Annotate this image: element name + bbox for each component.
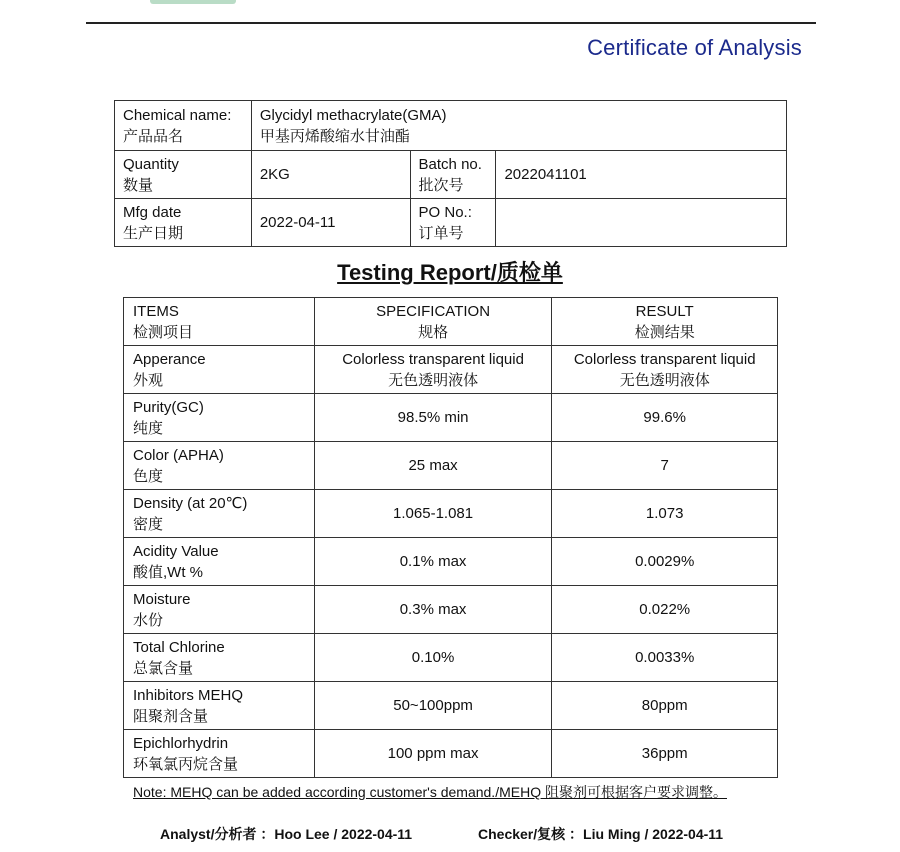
spec-cell: 0.3% max [314, 586, 552, 634]
result-cell: 80ppm [552, 682, 778, 730]
result-cell: 1.073 [552, 490, 778, 538]
header-divider [86, 22, 816, 24]
result-cell: 0.022% [552, 586, 778, 634]
table-row [124, 730, 778, 778]
header-result: RESULT 检测结果 [552, 298, 778, 346]
report-note: Note: MEHQ can be added according customer's demand./MEHQ 阻聚剂可根据客户要求调整。 [133, 784, 727, 800]
spec-cell: 25 max [314, 442, 552, 490]
table-row [124, 394, 778, 442]
quantity-label: Quantity 数量 [115, 151, 252, 199]
spec-cell: Colorless transparent liquid 无色透明液体 [314, 346, 552, 394]
mfg-date-label: Mfg date 生产日期 [115, 199, 252, 247]
table-row [124, 634, 778, 682]
mfg-date-value: 2022-04-11 [251, 199, 410, 247]
item-cell: Epichlorhydrin 环氧氯丙烷含量 [124, 730, 315, 778]
info-row-chemical [115, 101, 787, 151]
table-row [124, 682, 778, 730]
result-cell: 7 [552, 442, 778, 490]
item-cell: Moisture 水份 [124, 586, 315, 634]
result-cell: 99.6% [552, 394, 778, 442]
info-row-quantity [115, 151, 787, 199]
spec-cell: 0.10% [314, 634, 552, 682]
header-items: ITEMS 检测项目 [124, 298, 315, 346]
item-cell: Density (at 20℃) 密度 [124, 490, 315, 538]
header-specification: SPECIFICATION 规格 [314, 298, 552, 346]
batch-label: Batch no. 批次号 [410, 151, 496, 199]
quantity-value: 2KG [251, 151, 410, 199]
batch-value: 2022041101 [496, 151, 787, 199]
spec-cell: 50~100ppm [314, 682, 552, 730]
spec-cell: 0.1% max [314, 538, 552, 586]
spec-cell: 100 ppm max [314, 730, 552, 778]
logo-fragment [150, 0, 236, 4]
result-cell: Colorless transparent liquid 无色透明液体 [552, 346, 778, 394]
document-title: Certificate of Analysis [587, 35, 802, 60]
table-row [124, 538, 778, 586]
table-row [124, 346, 778, 394]
product-info-table [114, 100, 787, 247]
table-row [124, 490, 778, 538]
table-row [124, 442, 778, 490]
result-cell: 0.0029% [552, 538, 778, 586]
testing-report-table [123, 297, 778, 778]
result-cell: 36ppm [552, 730, 778, 778]
item-cell: Apperance 外观 [124, 346, 315, 394]
info-row-mfg [115, 199, 787, 247]
spec-cell: 98.5% min [314, 394, 552, 442]
chemical-name-value: Glycidyl methacrylate(GMA) 甲基丙烯酸缩水甘油酯 [251, 101, 786, 151]
result-cell: 0.0033% [552, 634, 778, 682]
item-cell: Purity(GC) 纯度 [124, 394, 315, 442]
table-header-row [124, 298, 778, 346]
item-cell: Acidity Value 酸值,Wt % [124, 538, 315, 586]
checker-signature: Checker/复核 ：Liu Ming / 2022-04-11 [478, 826, 724, 842]
spec-cell: 1.065-1.081 [314, 490, 552, 538]
po-value [496, 199, 787, 247]
item-cell: Color (APHA) 色度 [124, 442, 315, 490]
chemical-name-label: Chemical name: 产品品名 [115, 101, 252, 151]
analyst-signature: Analyst/分析者 ：Hoo Lee / 2022-04-11 [160, 826, 413, 842]
testing-report-title: Testing Report/质检单 [337, 260, 563, 285]
item-cell: Inhibitors MEHQ 阻聚剂含量 [124, 682, 315, 730]
po-label: PO No.: 订单号 [410, 199, 496, 247]
table-row [124, 586, 778, 634]
item-cell: Total Chlorine 总氯含量 [124, 634, 315, 682]
